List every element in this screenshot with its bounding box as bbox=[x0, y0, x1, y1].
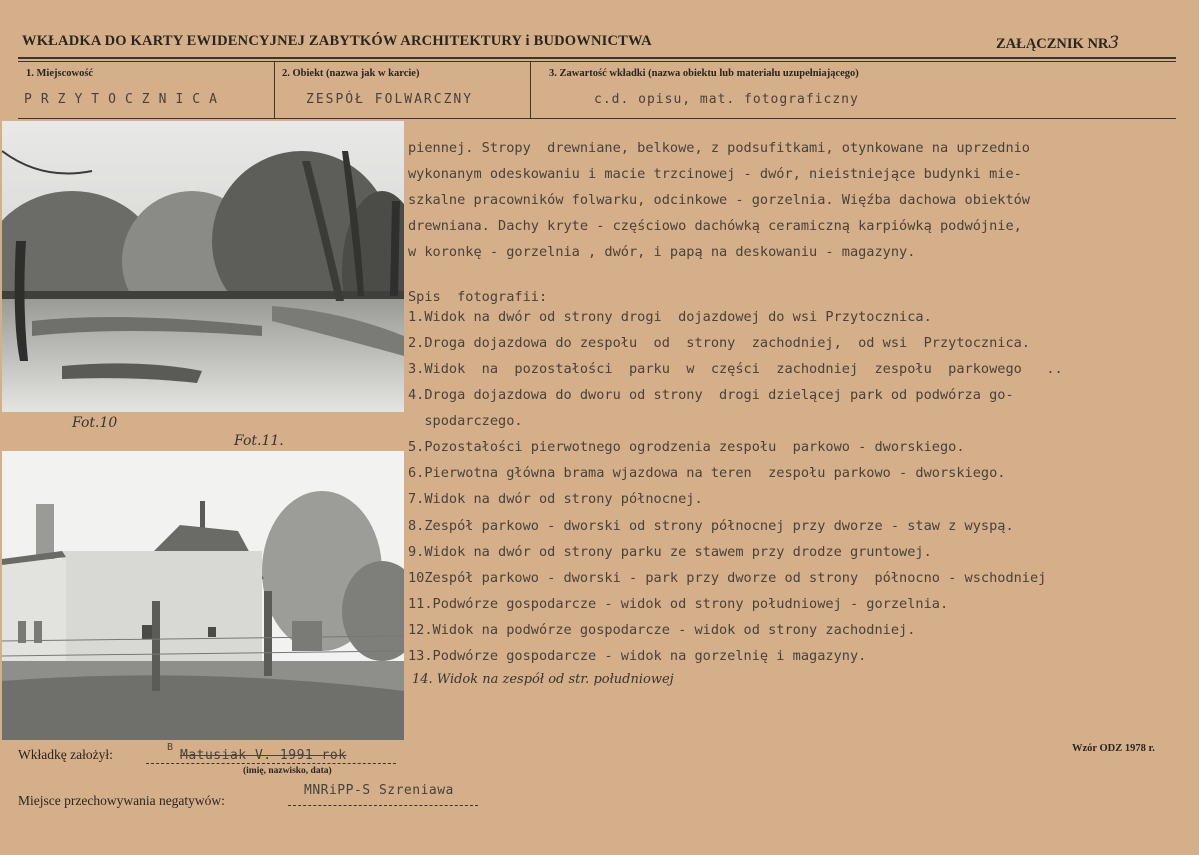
content-label: 3. Zawartość wkładki (nazwa obiektu lub materiału uzupełniającego) bbox=[549, 68, 859, 79]
content-value: c.d. opisu, mat. fotograficzny bbox=[594, 92, 859, 107]
annex-label: ZAŁĄCZNIK NR bbox=[996, 36, 1109, 52]
negatives-label: Miejsce przechowywania negatywów: bbox=[18, 793, 225, 808]
insert-made-rule bbox=[146, 763, 396, 764]
photo-list-item: 4.Droga dojazdowa do dworu od strony drogi dzielącej park od podwórza go- bbox=[408, 387, 1014, 403]
distillery-photo-image bbox=[2, 451, 404, 740]
photo-caption-10: Fot.10 bbox=[72, 415, 118, 431]
annex-number: 3 bbox=[1108, 33, 1120, 53]
photo-list-item: 7.Widok na dwór od strony północnej. bbox=[408, 491, 703, 507]
field-divider-2 bbox=[530, 62, 531, 118]
form-code: Wzór ODZ 1978 r. bbox=[1072, 743, 1155, 754]
photo-caption-11: Fot.11. bbox=[234, 433, 284, 449]
fields-rule bbox=[18, 118, 1176, 119]
description-line: szkalne pracowników folwarku, odcinkowe - gorzelnia. Więźba dachowa obiektów bbox=[408, 192, 1030, 208]
pond-photo-image bbox=[2, 121, 404, 412]
header-title: WKŁADKA DO KARTY EWIDENCYJNEJ ZABYTKÓW ARCHITEKTURY i BUDOWNICTWA bbox=[22, 33, 652, 49]
photo-list-item-handwritten: 14. Widok na zespół od str. południowej bbox=[412, 672, 674, 687]
photo-list-item: 10Zespół parkowo - dworski - park przy dworze od strony północno - wschodniej bbox=[408, 570, 1047, 586]
object-label: 2. Obiekt (nazwa jak w karcie) bbox=[282, 68, 420, 79]
photo-list-item: 8.Zespół parkowo - dworski od strony północnej przy dworze - staw z wyspą. bbox=[408, 518, 1014, 534]
description-line: drewniana. Dachy kryte - częściowo dachówką ceramiczną karpiówką podwójnie, bbox=[408, 218, 1022, 234]
photo-list-item: 2.Droga dojazdowa do zespołu od strony zachodniej, od wsi Przytocznica. bbox=[408, 335, 1030, 351]
photo-list-item: 9.Widok na dwór od strony parku ze stawem przy drodze gruntowej. bbox=[408, 544, 932, 560]
negatives-rule bbox=[288, 805, 478, 806]
header-rule-top bbox=[18, 57, 1176, 59]
insert-made-prefix: B bbox=[167, 742, 174, 753]
field-divider-1 bbox=[274, 62, 275, 118]
photo-list-heading: Spis fotografii: bbox=[408, 289, 548, 305]
name-hint: (imię, nazwisko, data) bbox=[243, 766, 332, 776]
photo-list-item: 13.Podwórze gospodarcze - widok na gorzelnię i magazyny. bbox=[408, 648, 867, 664]
photo-list-item: 11.Podwórze gospodarcze - widok od strony południowej - gorzelnia. bbox=[408, 596, 949, 612]
insert-made-label: Wkładkę założył: bbox=[18, 747, 113, 762]
description-line: piennej. Stropy drewniane, belkowe, z podsufitkami, otynkowane na uprzednio bbox=[408, 140, 1030, 156]
photo-list-item: 1.Widok na dwór od strony drogi dojazdowej do wsi Przytocznica. bbox=[408, 309, 932, 325]
photo-list-item: 5.Pozostałości pierwotnego ogrodzenia zespołu parkowo - dworskiego. bbox=[408, 439, 965, 455]
photo-list-item: 6.Pierwotna główna brama wjazdowa na teren zespołu parkowo - dworskiego. bbox=[408, 465, 1006, 481]
header-rule-bottom bbox=[18, 61, 1176, 62]
description-line: wykonanym odeskowaniu i macie trzcinowej - dwór, nieistniejące budynki mie- bbox=[408, 166, 1022, 182]
photo-pond bbox=[2, 121, 404, 412]
locality-label: 1. Miejscowość bbox=[26, 68, 94, 79]
insert-made-value: Matusiak V. 1991 rok bbox=[180, 748, 347, 763]
annex-label-group bbox=[996, 33, 1119, 53]
description-line: w koronkę - gorzelnia , dwór, i papą na deskowaniu - magazyny. bbox=[408, 244, 916, 260]
photo-distillery bbox=[2, 451, 404, 740]
locality-value: PRZYTOCZNICA bbox=[24, 92, 226, 107]
photo-list-item: 12.Widok na podwórze gospodarcze - widok od strony zachodniej. bbox=[408, 622, 916, 638]
object-value: ZESPÓŁ FOLWARCZNY bbox=[306, 92, 474, 107]
photo-list-item: 3.Widok na pozostałości parku w części zachodniej zespołu parkowego .. bbox=[408, 361, 1063, 377]
photo-list-item: spodarczego. bbox=[408, 413, 523, 429]
negatives-value: MNRiPP-S Szreniawa bbox=[304, 783, 454, 798]
